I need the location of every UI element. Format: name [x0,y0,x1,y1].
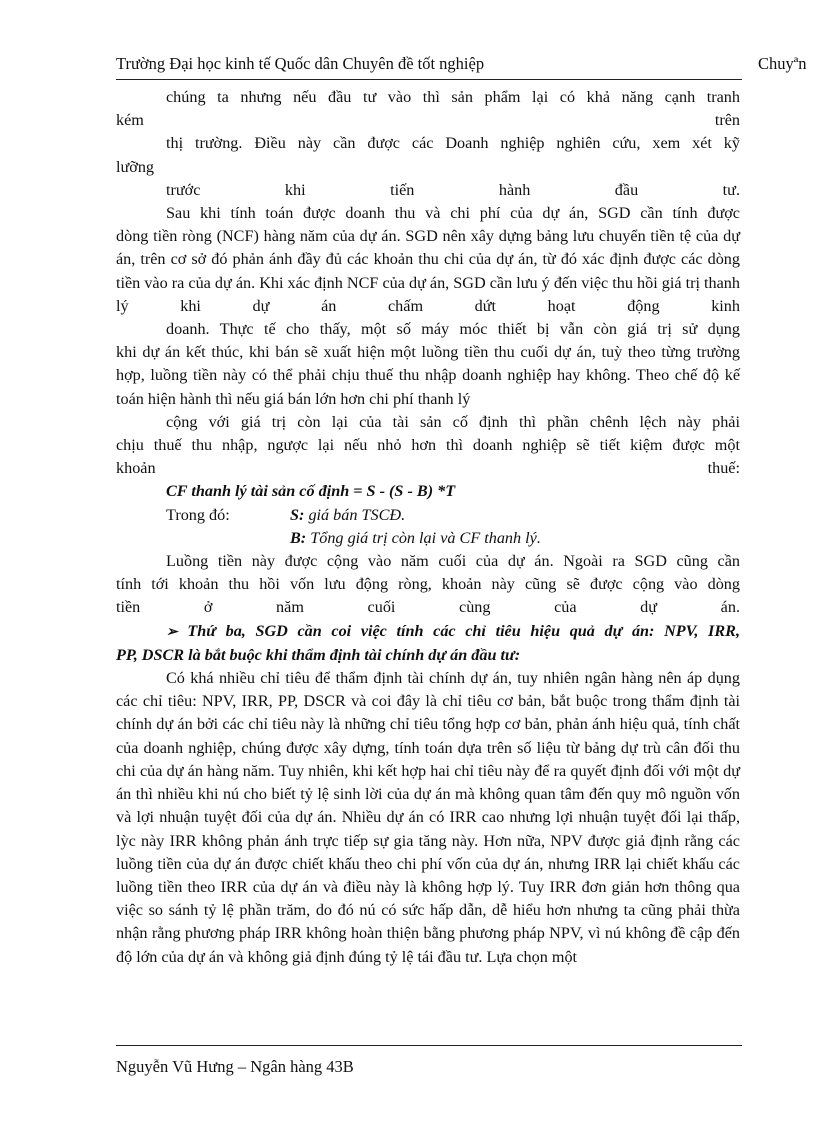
text-line: tiền ở năm cuối cùng của dự án. [116,598,740,617]
definition-s [116,504,740,527]
symbol-s: S: [290,505,305,524]
where-label: Trong đó: [166,505,230,524]
formula: CF thanh lý tài sản cố định = S - (S - B) *T [166,482,456,501]
footer-rule [116,1045,742,1046]
paragraph: dòng tiền ròng (NCF) hàng năm của dự án. SGD nên xây dựng bảng lưu chuyển tiền tệ của dự án, trên cơ sở đó phản ánh đầy đủ các khoản thu chi của dự án, từ đó xác định được các dòng tiền vào ra của dự án. Khi xác định NCF của dự án, SGD cần lưu ý đến việc thu hồi giá trị thanh lý khi dự án chấm dứt hoạt động kinh [116,227,740,315]
paragraph-first-line: Sau khi tính toán được doanh thu và chi phí của dự án, SGD cần tính được [166,204,740,223]
footer-author: Nguyễn Vũ Hưng – Ngân hàng 43B [116,1057,354,1076]
paragraph: Có khá nhiều chỉ tiêu để thẩm định tài chính dự án, tuy nhiên ngân hàng nên áp dụng các chỉ tiêu: NPV, IRR, PP, DSCR và coi đây là chỉ tiêu cơ bản, bắt buộc trong thẩm định tài chính dự án bởi các chỉ tiêu này là những chỉ tiêu tổng hợp cơ bản, phản ánh hiệu quả, tính chất của doanh nghiệp, chúng được xây dựng, tính toán dựa trên số liệu từ bảng dự trù cân đối thu chi của dự án hàng năm. Tuy nhiên, khi kết hợp hai chỉ tiêu này để ra quyết định đối với một dự án thì nhiều khi nú cho biết tỷ lệ sinh lời của dự án mà không quan tâm đến quy mô nguồn vốn và lợi nhuận tuyệt đối của dự án. Nhiều dự án có IRR cao nhưng lợi nhuận tuyệt đối lại thấp, lỳc này IRR không phản ánh trực tiếp sự gia tăng này. Hơn nữa, NPV được giả định rằng các luồng tiền của dự án được chiết khấu theo chi phí vốn của dự án, nhưng IRR lại chiết khấu các luồng tiền theo IRR của dự án và điều này là không hợp lý. Tuy IRR đơn giản hơn thông qua việc so sánh tỷ lệ phần trăm, do đó nú có sức hấp dẫn, dễ hiểu hơn nhưng ta cũng phải thừa nhận rằng phương pháp IRR không hoàn thiện bằng phương pháp NPV, vì nú không đề cập đến độ lớn của dự án và không giả định đúng tỷ lệ tái đầu tư. Lựa chọn một [116,669,740,966]
symbol-b: B: [290,528,307,547]
section-heading-line2: PP, DSCR là bắt buộc khi thẩm định tài chính dự án đầu tư: [116,645,521,664]
header-rule [116,79,742,80]
text-line: trước khi tiến hành đầu tư. [166,180,740,199]
symbol-b-definition: Tổng giá trị còn lại và CF thanh lý. [306,528,541,547]
text-line: chúng ta nhưng nếu đầu tư vào thì sản phẩm lại có khả năng cạnh tranh [166,88,740,106]
paragraph: khi dự án kết thúc, khi bán sẽ xuất hiện một luồng tiền thu cuối dự án, tuỳ theo từng trường hợp, luồng tiền này có thể phải chịu thuế thu nhập doanh nghiệp hay không. Theo chế độ kế toán hiện hành thì nếu giá bán lớn hơn chi phí thanh lý [116,343,740,408]
text-line: thị trường. Điều này cần được các Doanh nghiệp nghiên cứu, xem xét kỹ [166,134,740,153]
text-line: khoản thuế: [116,459,740,478]
arrow-bullet-icon: ➢ [166,624,178,640]
paragraph-first-line: doanh. Thực tế cho thấy, một số máy móc thiết bị vẫn còn giá trị sử dụng [166,320,740,339]
section-heading [116,620,740,644]
symbol-s-definition: giá bán TSCĐ. [304,505,406,524]
header-section: Chuyªn [758,54,807,73]
text-line: tính tới khoản thu hồi vốn lưu động ròng, khoản này cũng sẽ được cộng vào dòng [116,575,740,594]
paragraph-first-line: cộng với giá trị còn lại của tài sản cố định thì phần chênh lệch này phải [166,412,740,431]
header-title: Trường Đại học kinh tế Quốc dân Chuyên đề tốt nghiệp [116,54,485,73]
paragraph-first-line: Luồng tiền này được cộng vào năm cuối của dự án. Ngoài ra SGD cũng cần [166,552,740,571]
text-line: lưỡng [116,157,155,176]
paragraph: chịu thuế thu nhập, ngược lại nếu nhỏ hơn thì doanh nghiệp sẽ tiết kiệm được một [116,436,740,455]
document-body [116,86,740,969]
text-line: kém trên [116,111,740,130]
section-heading-line1: Thứ ba, SGD cần coi việc tính các chỉ tiêu hiệu quả dự án: NPV, IRR, [177,621,740,640]
definition-b [116,527,740,550]
